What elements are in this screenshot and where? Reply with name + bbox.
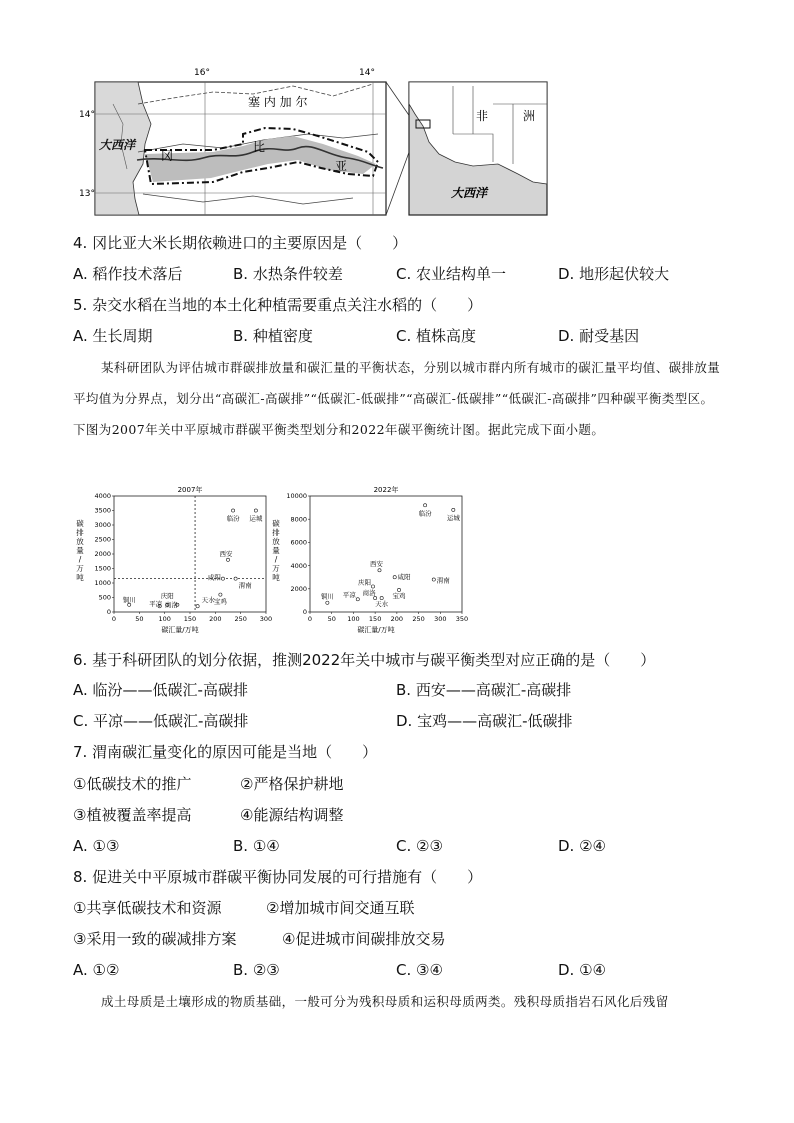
inset-zhou-label: 洲 [523,109,536,123]
point-label: 宝鸡 [392,591,406,600]
point-临汾 [423,504,426,507]
gambia-char-1: 冈 [161,149,174,163]
passage-2-text: 成土母质是土壤形成的物质基础，一般可分为残积母质和运积母质两类。残积母质指岩石风化后残留 [101,994,669,1009]
point-label: 咸阳 [397,573,411,582]
lon-label-16: 16° [194,68,210,78]
point-铜川 [326,601,329,604]
x-tick-label: 200 [209,615,222,623]
y-tick-label: 3000 [94,521,111,530]
point-label: 平凉 [342,591,356,600]
africa-inset-map [409,82,547,215]
point-label: 铜川 [320,592,334,601]
q8-option-b[interactable]: B. ②③ [233,961,280,979]
q5-option-a[interactable]: A. 生长周期 [73,327,153,345]
point-咸阳 [393,576,396,579]
q8-option-d[interactable]: D. ①④ [558,961,606,979]
point-西安 [378,569,381,572]
question-6-stem: 6. 基于科研团队的划分依据，推测2022年关中城市与碳平衡类型对应正确的是（ ） [73,651,656,669]
lon-label-14: 14° [359,68,375,78]
question-7-stem: 7. 渭南碳汇量变化的原因可能是当地（ ） [73,743,378,761]
senegal-label: 塞 内 加 尔 [248,95,308,109]
q7-option-b[interactable]: B. ①④ [233,837,280,855]
x-tick-label: 100 [347,615,360,623]
question-5-stem: 5. 杂交水稻在当地的本土化种植需要重点关注水稻的（ ） [73,296,483,314]
y-axis-label-char: 排 [76,528,84,537]
point-label: 西安 [219,549,233,558]
passage-carbon-balance [73,352,723,445]
q6-option-c[interactable]: C. 平凉——低碳汇-高碳排 [73,712,249,730]
y-axis-label-char: 碳 [272,519,280,528]
q7-option-a[interactable]: A. ①③ [73,837,120,855]
y-tick-label: 2000 [94,550,111,559]
x-axis-label: 碳汇量/万吨 [161,626,199,634]
y-axis-label-char: 量 [272,546,280,555]
point-label: 天水 [375,600,389,609]
atlantic-label: 大西洋 [99,138,136,152]
x-tick-label: 300 [434,615,447,623]
point-label: 临汾 [418,509,432,518]
x-tick-label: 50 [135,615,144,623]
q8-item-1: ①共享低碳技术和资源 [73,899,222,917]
q7-option-d[interactable]: D. ②④ [558,837,606,855]
point-临汾 [231,509,234,512]
q6-option-d[interactable]: D. 宝鸡——高碳汇-低碳排 [396,712,573,730]
chart-title: 2007年 [177,486,203,494]
y-tick-label: 0 [302,608,307,617]
point-label: 渭南 [436,576,450,585]
y-axis-label-char: 吨 [272,573,280,582]
q5-option-d[interactable]: D. 耐受基因 [558,327,640,345]
chart-2007-scatter [70,484,273,640]
x-tick-label: 150 [183,615,197,623]
lat-label-13: 13° [79,189,95,199]
y-axis-label-char: 量 [76,546,84,555]
y-axis-label-char: / [274,555,278,564]
point-渭南 [432,578,435,581]
x-tick-label: 100 [158,615,171,623]
point-label: 宝鸡 [213,597,227,606]
q6-option-b[interactable]: B. 西安——高碳汇-高碳排 [396,681,572,699]
point-label: 临汾 [226,514,240,523]
y-tick-label: 4000 [94,492,111,501]
lat-label-14: 14° [79,110,95,120]
point-label: 运城 [249,514,263,523]
point-label: 平凉 [149,600,163,609]
y-axis-label-char: 放 [76,537,84,546]
point-咸阳 [221,577,224,580]
q8-option-a[interactable]: A. ①② [73,961,120,979]
chart-2022-scatter [266,484,469,640]
y-axis-label-char: 万 [272,564,280,573]
q6-option-a[interactable]: A. 临汾——低碳汇-高碳排 [73,681,248,699]
point-label: 商洛 [362,589,376,598]
question-4-stem: 4. 冈比亚大米长期依赖进口的主要原因是（ ） [73,234,408,252]
q8-item-4: ④促进城市间碳排放交易 [282,930,446,948]
inset-africa-label: 非 [476,109,489,123]
y-axis-label-char: 排 [272,528,280,537]
point-label: 天水 [201,596,215,605]
plot-frame [114,496,266,612]
x-tick-label: 0 [307,615,313,623]
point-label: 渭南 [238,581,252,590]
y-axis-label-char: / [78,555,82,564]
gambia-char-3: 亚 [335,159,348,173]
y-tick-label: 3500 [94,506,111,515]
q7-item-1: ①低碳技术的推广 [73,775,192,793]
x-tick-label: 350 [455,615,469,623]
inset-atlantic-label: 大西洋 [451,186,488,200]
q7-item-2: ②严格保护耕地 [240,775,344,793]
gambia-map [79,64,553,218]
y-axis-label-char: 放 [272,537,280,546]
chart-title: 2022年 [373,486,399,494]
q4-option-d[interactable]: D. 地形起伏较大 [558,265,670,283]
gambia-char-2: 比 [253,140,266,154]
point-庆阳 [371,585,374,588]
q8-item-3: ③采用一致的碳减排方案 [73,930,237,948]
y-tick-label: 2500 [94,535,111,544]
x-tick-label: 0 [111,615,117,623]
point-label: 咸阳 [207,573,221,582]
q7-item-3: ③植被覆盖率提高 [73,806,192,824]
y-axis-label-char: 万 [76,564,84,573]
q5-option-b[interactable]: B. 种植密度 [233,327,313,345]
passage-parent-material [73,986,723,1017]
point-label: 庆阳 [357,578,371,587]
q7-option-c[interactable]: C. ②③ [396,837,443,855]
point-label: 庆阳 [160,591,174,600]
x-tick-label: 200 [390,615,404,623]
passage-1-text: 某科研团队为评估城市群碳排放量和碳汇量的平衡状态，分别以城市群内所有城市的碳汇量平均值、碳排放量平均值为分界点，划分出“高碳汇-高碳排”“低碳汇-低碳排”“高碳汇-低碳排”“低碳汇-高碳排”四种碳平衡类型区。下图为2007年关中平原城市群碳平衡类型划分和2022年碳平衡统计图。据此完成下面小题。 [73,360,721,437]
x-tick-label: 250 [234,615,247,623]
y-tick-label: 0 [106,608,111,617]
q5-option-c[interactable]: C. 植株高度 [396,327,477,345]
y-tick-label: 1500 [94,564,111,573]
y-tick-label: 500 [98,593,111,602]
point-label: 铜川 [122,595,136,604]
y-tick-label: 4000 [290,561,307,570]
q7-item-4: ④能源结构调整 [240,806,344,824]
q4-option-c[interactable]: C. 农业结构单一 [396,265,507,283]
y-tick-label: 8000 [290,515,307,524]
x-axis-label: 碳汇量/万吨 [357,626,395,634]
point-label: 运城 [446,513,460,522]
point-宝鸡 [219,593,222,596]
y-tick-label: 10000 [286,492,307,501]
q4-option-a[interactable]: A. 稻作技术落后 [73,265,183,283]
q8-item-2: ②增加城市间交通互联 [266,899,415,917]
y-tick-label: 1000 [94,579,111,588]
y-tick-label: 6000 [290,538,307,547]
point-西安 [226,558,229,561]
x-tick-label: 150 [368,615,382,623]
point-运城 [254,509,257,512]
point-平凉 [356,598,359,601]
question-8-stem: 8. 促进关中平原城市群碳平衡协同发展的可行措施有（ ） [73,868,483,886]
y-tick-label: 2000 [290,585,307,593]
point-label: 西安 [369,560,383,569]
q8-option-c[interactable]: C. ③④ [396,961,443,979]
x-tick-label: 50 [327,615,336,623]
y-axis-label-char: 吨 [76,573,84,582]
x-tick-label: 300 [259,615,273,623]
x-tick-label: 250 [412,615,425,623]
point-运城 [452,508,455,511]
point-天水 [196,605,199,608]
point-渭南 [234,577,237,580]
point-label: 商洛 [164,600,178,609]
q4-option-b[interactable]: B. 水热条件较差 [233,265,343,283]
y-axis-label-char: 碳 [76,519,84,528]
